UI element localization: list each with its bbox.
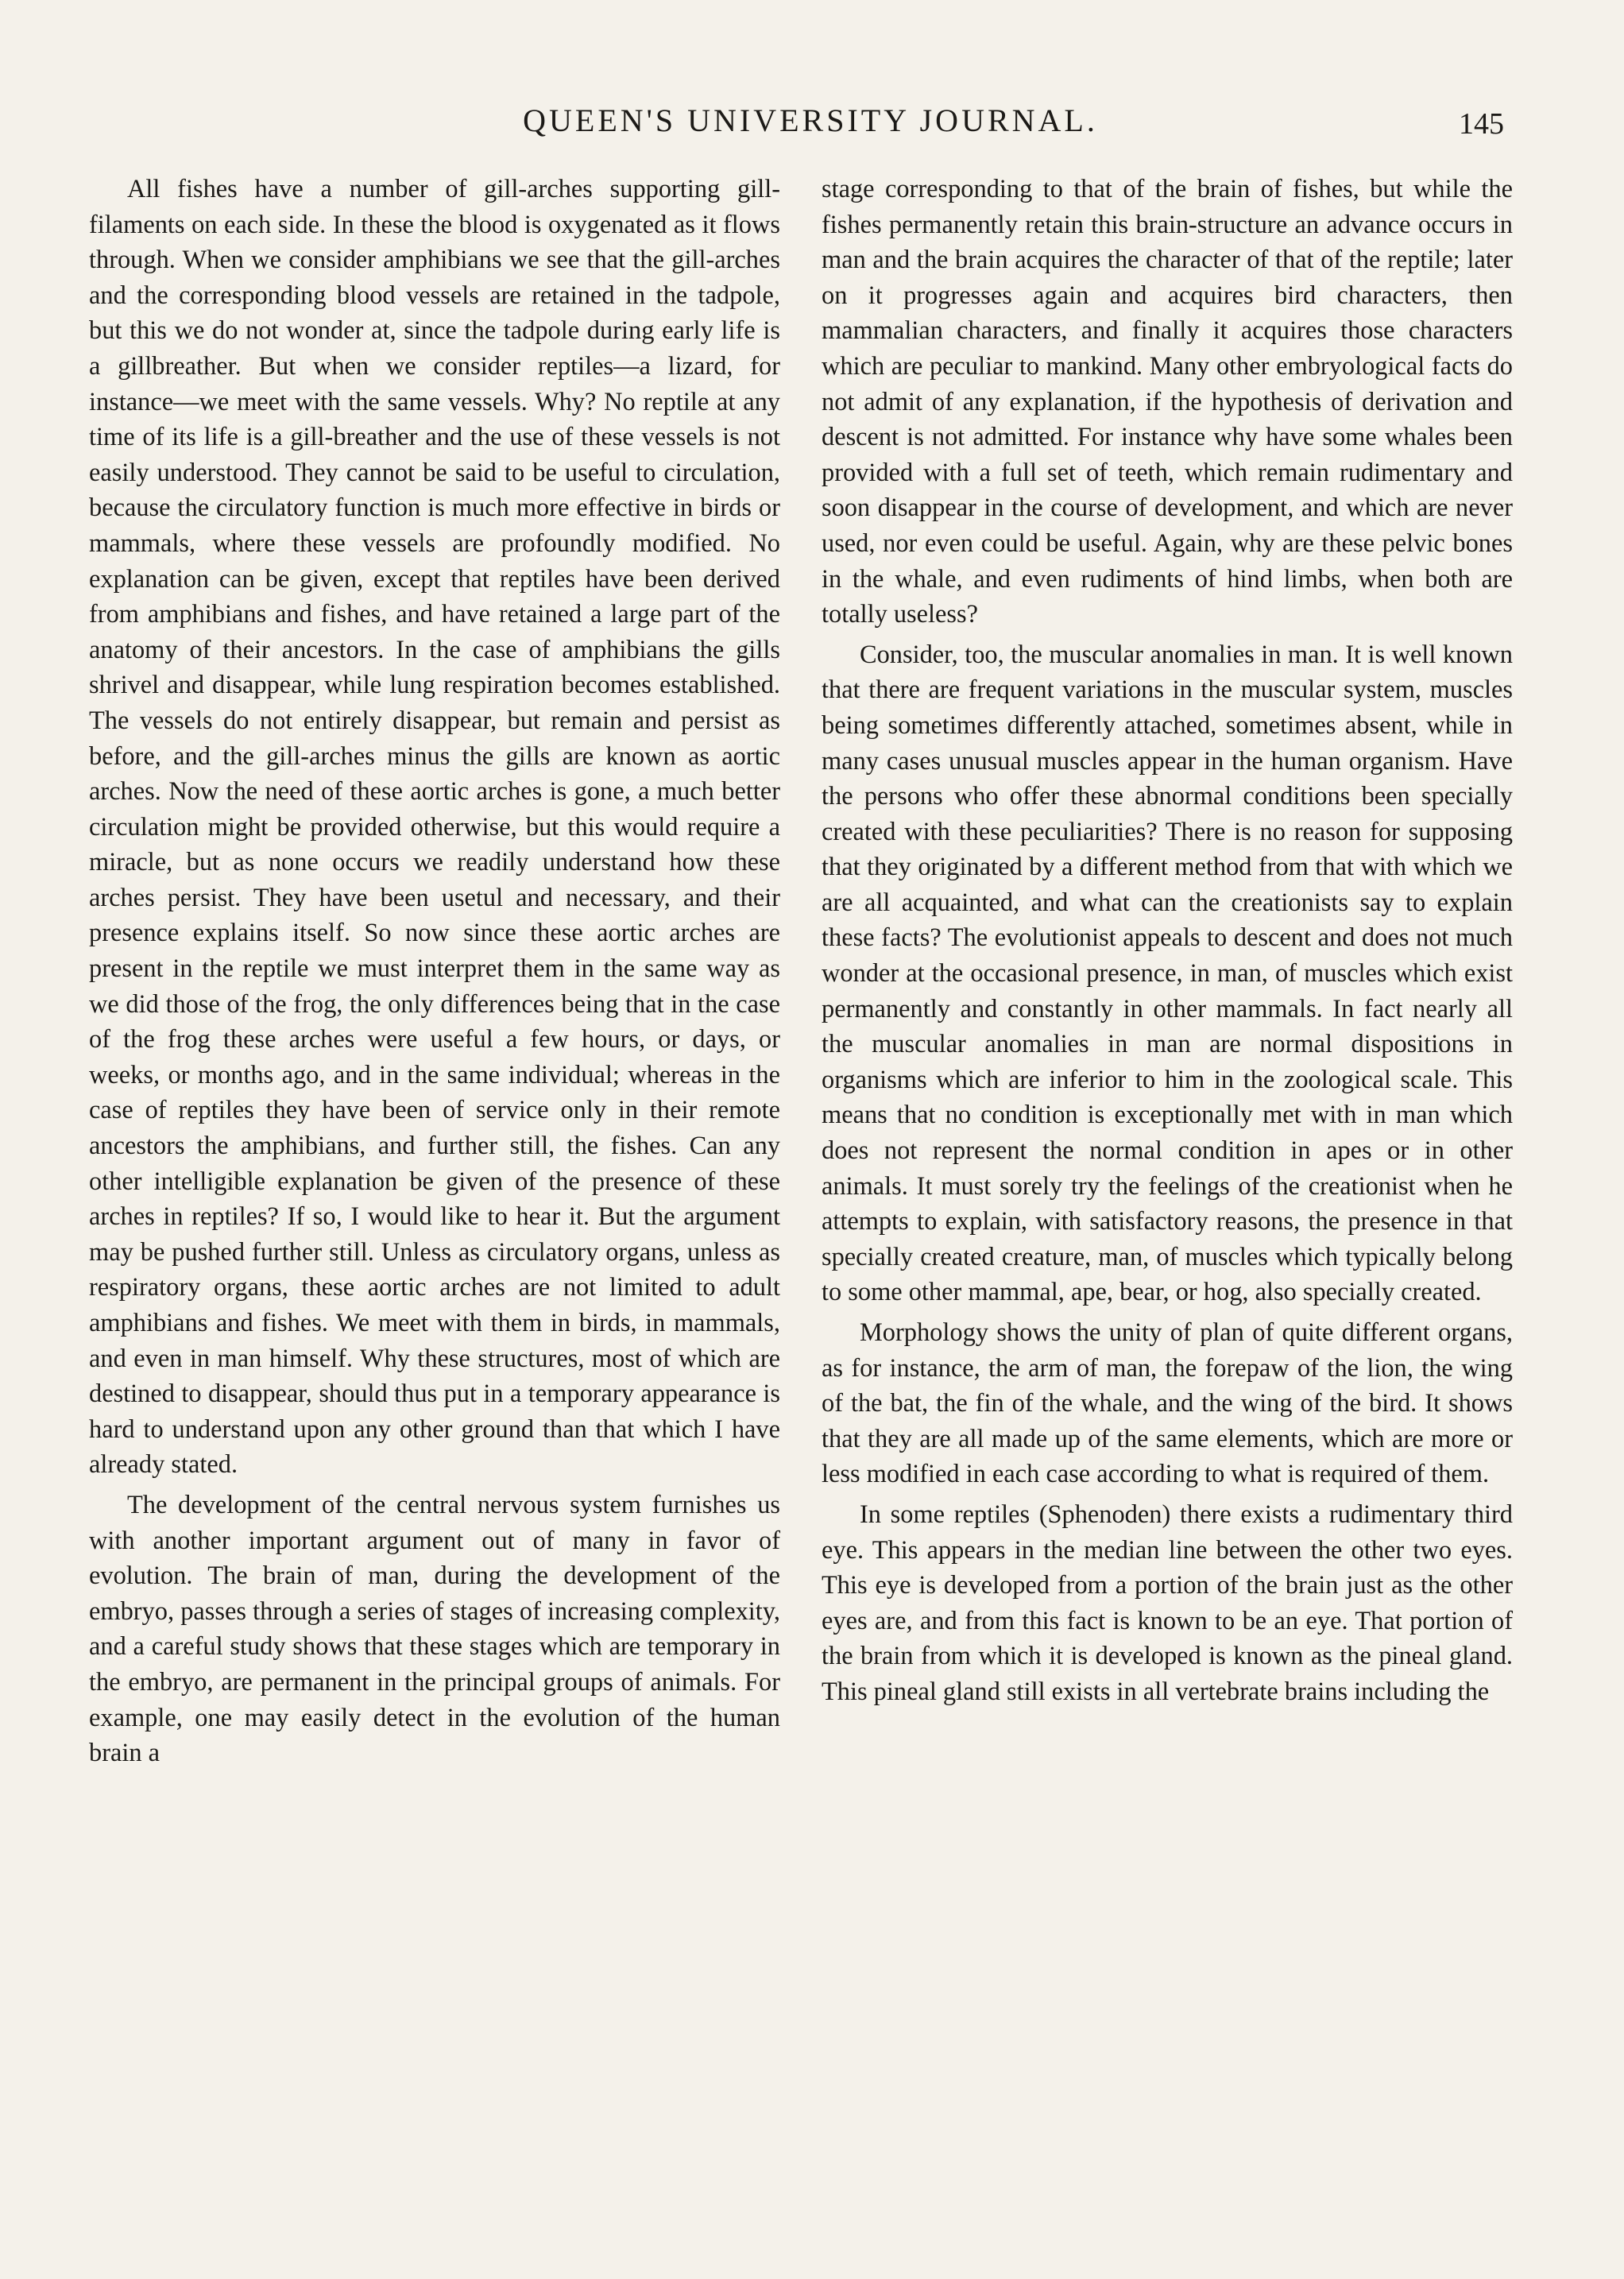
- paragraph: stage corresponding to that of the brain of fishes, but while the fishes permanently retain this brain-structure an advance occurs in man and the brain acquires the character of that of the reptile; later on it progresses again and acquires bird characters, then mammalian characters, and finally it acquires those characters which are peculiar to mankind. Many other embryological facts do not admit of any explanation, if the hypothesis of derivation and descent is not admitted. For instance why have some whales been provided with a full set of teeth, which remain rudimentary and soon disappear in the course of development, and which are never used, nor even could be useful. Again, why are these pelvic bones in the whale, and even rudiments of hind limbs, when both are totally useless?: [822, 175, 1513, 629]
- left-column: [89, 172, 780, 1776]
- paragraph: All fishes have a number of gill-arches supporting gill-filaments on each side. In these the blood is oxygenated as it flows through. When we consider amphibians we see that the gill-arches and the corresponding blood vessels are retained in the tadpole, but this we do not wonder at, since the tadpole during early life is a gillbreather. But when we consider reptiles—a lizard, for instance—we meet with the same vessels. Why? No reptile at any time of its life is a gill-breather and the use of these vessels is not easily understood. They cannot be said to be useful to circulation, because the circulatory function is much more effective in birds or mammals, where these vessels are profoundly modified. No explanation can be given, except that reptiles have been derived from amphibians and fishes, and have retained a large part of the anatomy of their ancestors. In the case of amphibians the gills shrivel and disappear, while lung respiration becomes established. The vessels do not entirely disappear, but remain and persist as before, and the gill-arches minus the gills are known as aortic arches. Now the need of these aortic arches is gone, a much better circulation might be provided otherwise, but this would require a miracle, but as none occurs we readily understand how these arches persist. They have been usetul and necessary, and their presence explains itself. So now since these aortic arches are present in the reptile we must interpret them in the same way as we did those of the frog, the only differences being that in the case of the frog these arches were useful a few hours, or days, or weeks, or months ago, and in the same individual; whereas in the case of reptiles they have been of service only in their remote ancestors the amphibians, and further still, the fishes. Can any other intelligible explanation be given of the presence of these arches in reptiles? If so, I would like to hear it. But the argument may be pushed further still. Unless as circulatory organs, unless as respiratory organs, these aortic arches are not limited to adult amphibians and fishes. We meet with them in birds, in mammals, and even in man himself. Why these structures, most of which are destined to disappear, should thus put in a temporary appearance is hard to understand upon any other ground than that which I have already stated.: [89, 175, 780, 1480]
- page-number: 145: [1459, 107, 1504, 141]
- right-column: [822, 172, 1513, 1715]
- paragraph: Consider, too, the muscular anomalies in man. It is well known that there are frequent variations in the muscular system, muscles being sometimes differently attached, sometimes absent, while in many cases unusual muscles appear in the human organism. Have the persons who offer these abnormal conditions been specially created with these peculiarities? There is no reason for supposing that they originated by a different method from that with which we are all acquainted, and what can the creationists say to explain these facts? The evolutionist appeals to descent and does not much wonder at the occasional presence, in man, of muscles which exist permanently and constantly in other mammals. In fact nearly all the muscular anomalies in man are normal dispositions in organisms which are inferior to him in the zoological scale. This means that no condition is exceptionally met with in man which does not represent the normal condition in apes or in other animals. It must sorely try the feelings of the creationist when he attempts to explain, with satisfactory reasons, the presence in that specially created creature, man, of muscles which typically belong to some other mammal, ape, bear, or hog, also specially created.: [822, 640, 1513, 1307]
- page-header: [0, 102, 1624, 146]
- paragraph: The development of the central nervous system furnishes us with another important argument out of many in favor of evolution. The brain of man, during the development of the embryo, passes through a series of stages of increasing complexity, and a careful study shows that these stages which are temporary in the embryo, are permanent in the principal groups of animals. For example, one may easily detect in the evolution of the human brain a: [89, 1490, 780, 1768]
- journal-title: QUEEN'S UNIVERSITY JOURNAL.: [523, 103, 1098, 138]
- paragraph: Morphology shows the unity of plan of quite different organs, as for instance, the arm of man, the forepaw of the lion, the wing of the bat, the fin of the whale, and the wing of the bird. It shows that they are all made up of the same elements, which are more or less modified in each case according to what is required of them.: [822, 1318, 1513, 1489]
- paragraph: In some reptiles (Sphenoden) there exists a rudimentary third eye. This appears in the median line between the other two eyes. This eye is developed from a portion of the brain just as the other eyes are, and from this fact is known to be an eye. That portion of the brain from which it is developed is known as the pineal gland. This pineal gland still exists in all vertebrate brains including the: [822, 1499, 1513, 1706]
